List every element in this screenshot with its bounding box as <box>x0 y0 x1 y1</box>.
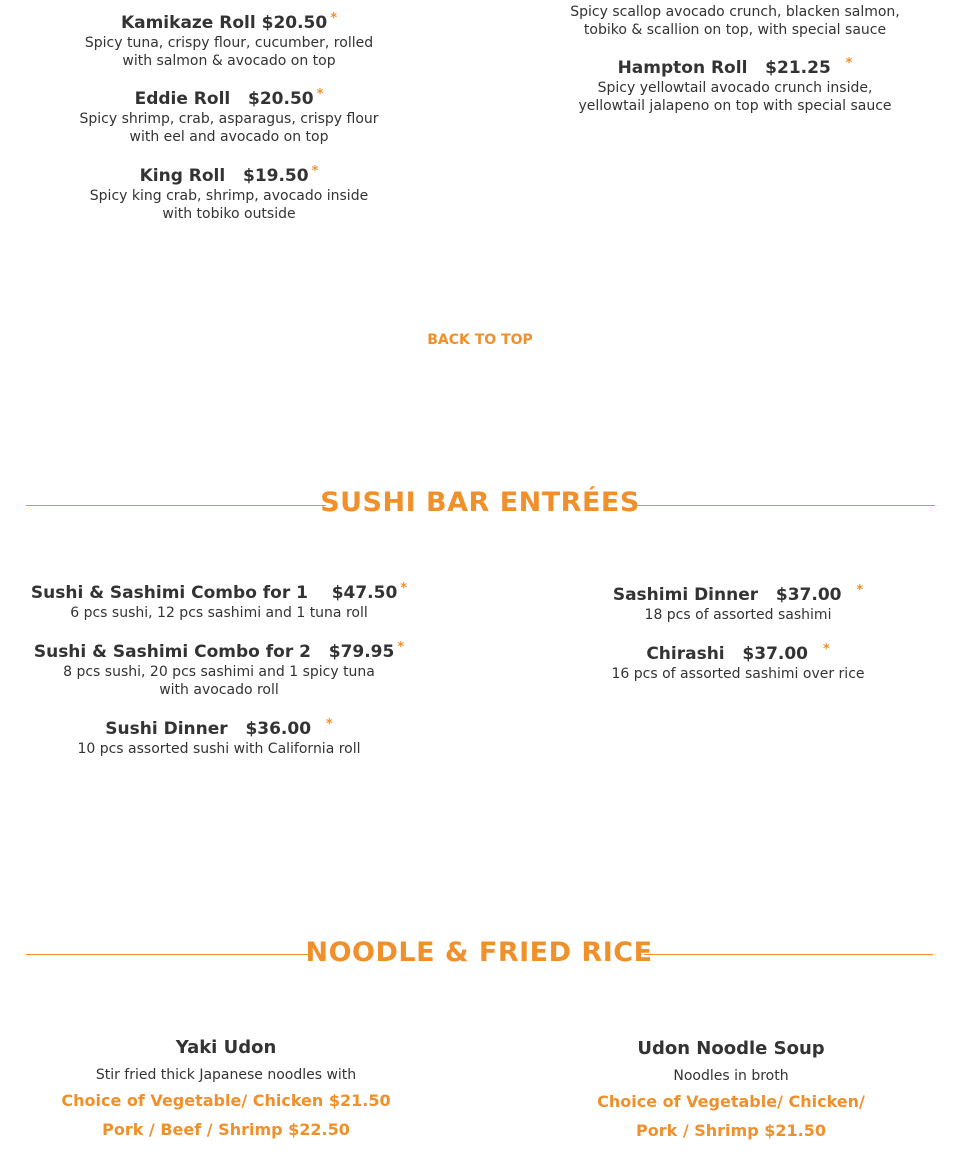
item-choice-line: Pork / Beef / Shrimp $22.50 <box>102 1120 350 1139</box>
item-description: 10 pcs assorted sushi with California roll <box>77 741 361 757</box>
item-price: $20.50 <box>261 13 328 33</box>
item-description: 6 pcs sushi, 12 pcs sashimi and 1 tuna roll <box>70 605 368 621</box>
desc-line: Spicy king crab, shrimp, avocado inside <box>89 188 369 204</box>
item-description: Noodles in broth <box>673 1068 789 1084</box>
menu-item-hampton-roll <box>546 57 924 115</box>
item-name: Sashimi Dinner <box>612 585 759 605</box>
item-price: $36.00 <box>245 719 312 739</box>
item-title <box>40 88 418 110</box>
item-name: King Roll <box>139 166 226 186</box>
item-description: 18 pcs of assorted sashimi <box>644 607 832 623</box>
item-choice-line: Pork / Shrimp $21.50 <box>636 1121 826 1140</box>
item-choice-line: Choice of Vegetable/ Chicken/ <box>597 1092 865 1111</box>
item-price: $20.50 <box>248 89 314 109</box>
desc-line: with avocado roll <box>159 682 279 698</box>
item-name: Kamikaze Roll <box>120 13 256 33</box>
item-title <box>30 641 408 663</box>
menu-item-combo-1 <box>30 582 408 622</box>
item-name: Yaki Udon <box>175 1037 277 1058</box>
item-name: Sushi & Sashimi Combo for 1 <box>30 583 308 603</box>
menu-item-cut-off-roll <box>546 3 924 39</box>
item-name: Sushi Dinner <box>105 719 228 739</box>
menu-item-combo-2 <box>30 641 408 699</box>
desc-line: 8 pcs sushi, 20 pcs sashimi and 1 spicy tuna <box>63 664 375 680</box>
item-choice-line: Choice of Vegetable/ Chicken $21.50 <box>61 1091 391 1110</box>
spicy-star-icon: * <box>316 87 324 102</box>
back-to-top-link[interactable]: BACK TO TOP <box>427 332 533 348</box>
spicy-star-icon: * <box>397 640 405 655</box>
item-title <box>549 643 927 665</box>
desc-line: Spicy yellowtail avocado crunch inside, <box>597 80 873 96</box>
spicy-star-icon: * <box>330 11 338 26</box>
item-title <box>30 718 408 740</box>
desc-line: tobiko & scallion on top, with special sauce <box>583 22 887 38</box>
item-title <box>30 582 408 604</box>
item-description <box>40 110 418 146</box>
item-price: $47.50 <box>331 583 398 603</box>
spicy-star-icon: * <box>822 642 830 657</box>
menu-item-king-roll <box>40 165 418 223</box>
menu-item-yaki-udon <box>37 1036 415 1144</box>
item-title <box>40 165 418 187</box>
item-name: Sushi & Sashimi Combo for 2 <box>33 642 311 662</box>
menu-item-sashimi-dinner <box>549 584 927 624</box>
spicy-star-icon: * <box>325 717 333 732</box>
desc-line: Spicy tuna, crispy flour, cucumber, rolled <box>84 35 374 51</box>
item-name: Hampton Roll <box>617 58 748 78</box>
item-price: $79.95 <box>328 642 395 662</box>
item-description <box>546 79 924 115</box>
spicy-star-icon: * <box>856 583 864 598</box>
item-price: $37.00 <box>775 585 842 605</box>
menu-item-udon-noodle-soup <box>542 1037 920 1145</box>
item-price: $37.00 <box>742 644 809 664</box>
item-description <box>40 34 418 70</box>
item-description <box>30 663 408 699</box>
item-title <box>549 584 927 606</box>
item-title <box>546 57 924 79</box>
item-name: Eddie Roll <box>134 89 231 109</box>
menu-item-eddie-roll <box>40 88 418 146</box>
item-description: Stir fried thick Japanese noodles with <box>95 1067 357 1083</box>
section-title-sushi-bar: SUSHI BAR ENTRÉES <box>320 487 640 518</box>
item-description <box>40 187 418 223</box>
spicy-star-icon: * <box>400 581 408 596</box>
desc-line: Spicy shrimp, crab, asparagus, crispy flour <box>79 111 379 127</box>
spicy-star-icon: * <box>845 56 853 71</box>
desc-line: Spicy scallop avocado crunch, blacken salmon, <box>570 4 900 20</box>
spicy-star-icon: * <box>311 164 319 179</box>
item-description: 16 pcs of assorted sashimi over rice <box>611 666 865 682</box>
menu-item-sushi-dinner <box>30 718 408 758</box>
menu-item-kamikaze-roll <box>40 12 418 70</box>
section-title-noodle: NOODLE & FRIED RICE <box>305 937 653 968</box>
desc-line: with tobiko outside <box>162 206 296 222</box>
desc-line: with salmon & avocado on top <box>122 53 336 69</box>
item-description <box>546 3 924 39</box>
item-name: Chirashi <box>646 644 725 664</box>
desc-line: yellowtail jalapeno on top with special sauce <box>578 98 892 114</box>
menu-item-chirashi <box>549 643 927 683</box>
desc-line: with eel and avocado on top <box>129 129 329 145</box>
item-price: $21.25 <box>765 58 831 78</box>
item-price: $19.50 <box>242 166 309 186</box>
item-title <box>40 12 418 34</box>
item-name: Udon Noodle Soup <box>637 1038 825 1059</box>
